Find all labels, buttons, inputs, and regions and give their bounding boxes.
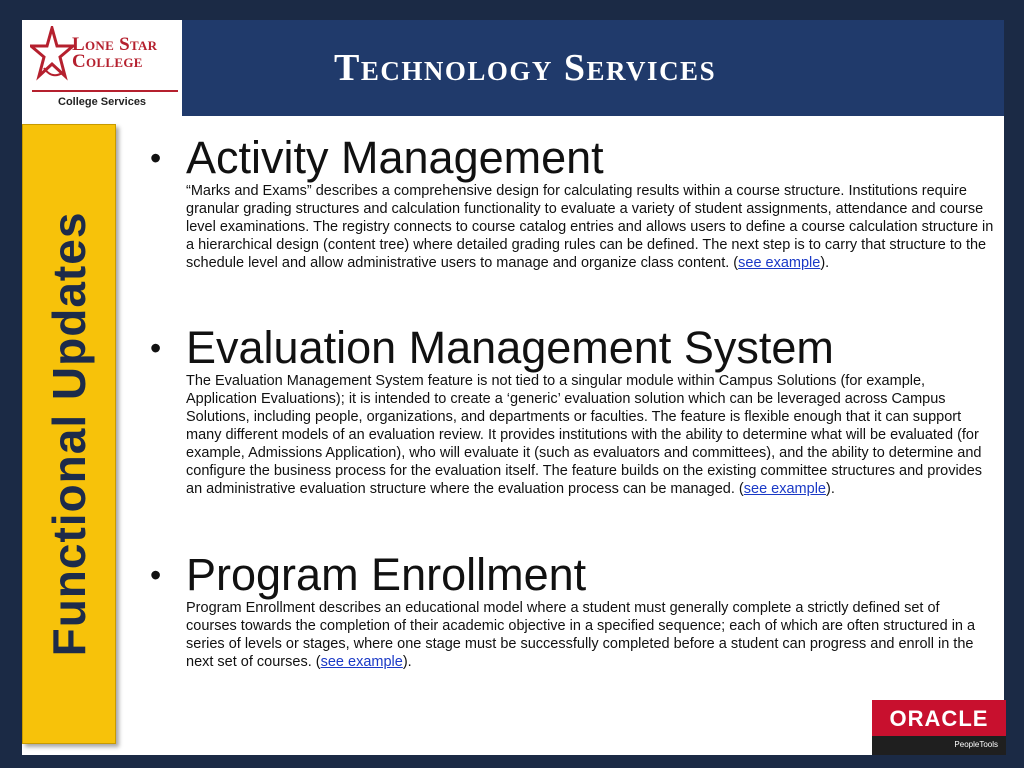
item-body-text: The Evaluation Management System feature is not tied to a singular module within Campus Solutions (for example, Application Evaluations); it is intended to create a ‘generic’ evaluation solution which can be leveraged across Campus Solutions, including people, organizations, and departments or faculties. The feature is flexible enough that it can support many different models of an evaluation review. It provides institutions with the ability to determine what will be evaluated (for example, Admissions Application), who will evaluate it (such as evaluators and committees), and the ability to determine and configure the business process for the evaluation itself. The feature builds on the existing committee structures and provides an administrative evaluation structure where the evaluation process can be managed. (	[186, 373, 983, 497]
slide	[22, 20, 1004, 755]
item-heading-text: Activity Management	[186, 132, 604, 183]
item-heading-text: Program Enrollment	[186, 549, 587, 600]
item-body-text: “Marks and Exams” describes a comprehensive design for calculating results within a course structure. Institutions require granular grading structures and calculation functionality to evaluate a variety of student assignments, attendance and course level examinations. The registry connects to course catalog entries and allows users to define a course calculation structure in a hierarchical design (content tree) where detailed grading rules can be defined. The next step is to carry that structure to the schedule level and allow administrative users to manage and organize class content. (	[186, 183, 994, 271]
star-icon	[30, 26, 74, 86]
college-logo	[22, 20, 182, 116]
logo-divider	[32, 90, 178, 92]
item-heading	[144, 549, 994, 601]
item-body-tail: ).	[402, 654, 412, 670]
bullet-icon: •	[150, 330, 162, 366]
see-example-link[interactable]: see example	[743, 481, 826, 497]
item-heading-text: Evaluation Management System	[186, 322, 834, 373]
oracle-product: PeopleTools	[954, 740, 998, 749]
see-example-link[interactable]: see example	[738, 255, 821, 271]
item-body-text: Program Enrollment describes an educational model where a student must generally complete a strictly defined set of courses towards the completion of their academic objective in a specified sequence; each of which are often structured in a series of levels or stages, where one stage must be successfully completed before a student can progress and enroll in the next set of courses. (	[186, 600, 976, 670]
oracle-brand: ORACLE	[889, 706, 989, 731]
item-heading	[144, 322, 994, 374]
logo-line1: Lone Star	[72, 34, 158, 55]
bullet-icon: •	[150, 140, 162, 176]
logo-line2: College	[72, 51, 143, 72]
page-title: Technology Services	[334, 47, 717, 89]
item-body	[144, 599, 994, 671]
header-band	[182, 20, 1004, 116]
item-body-tail: ).	[820, 255, 830, 271]
oracle-logo	[872, 700, 1006, 755]
item-body	[144, 182, 994, 272]
list-item	[144, 132, 994, 272]
list-item	[144, 322, 994, 498]
bullet-icon: •	[150, 557, 162, 593]
list-item	[144, 549, 994, 671]
item-body	[144, 372, 994, 498]
logo-wordmark	[72, 36, 157, 70]
logo-subtitle: College Services	[58, 96, 147, 108]
see-example-link[interactable]: see example	[320, 654, 403, 670]
item-heading	[144, 132, 994, 184]
side-tab-label: Functional Updates	[43, 211, 95, 657]
item-body-tail: ).	[825, 481, 835, 497]
side-tab	[22, 124, 116, 744]
